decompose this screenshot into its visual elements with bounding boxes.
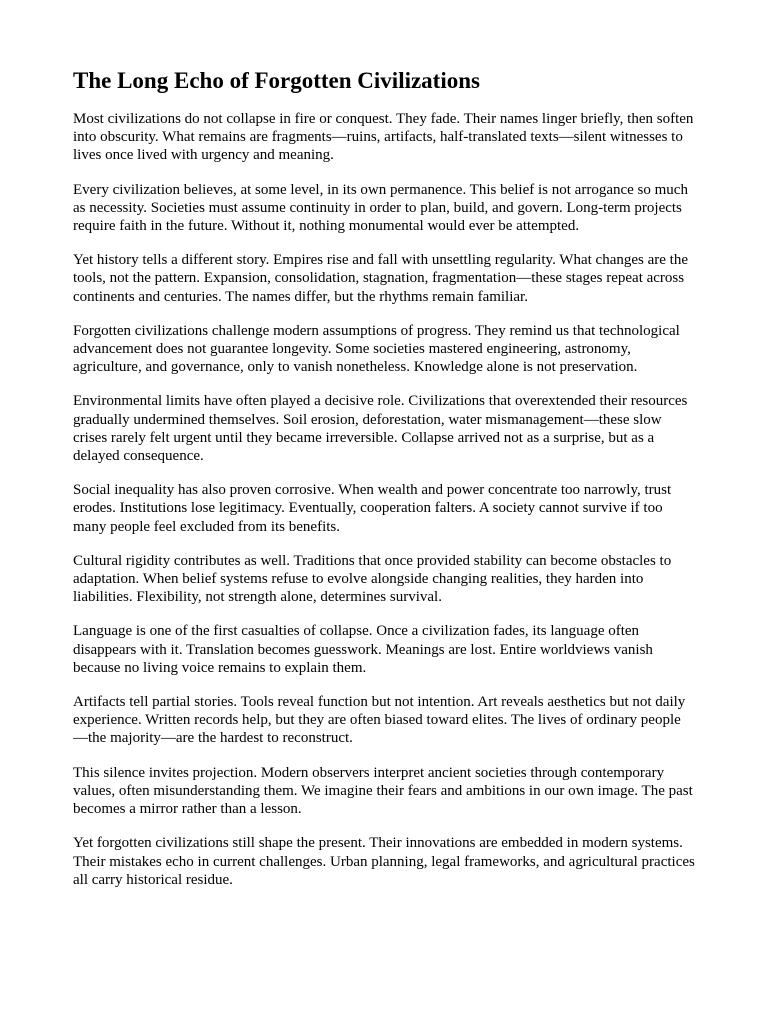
paragraph-6: Social inequality has also proven corrosive. When wealth and power concentrate too narrowly, trust erodes. Institutions lose legitimacy. Eventually, cooperation falters. A society cannot survive if too many people feel excluded from its benefits. xyxy=(73,482,672,535)
paragraph-3: Yet history tells a different story. Empires rise and fall with unsettling regularity. What changes are the tools, not the pattern. Expansion, consolidation, stagnation, fragmentation—these stages repeat across continents and centuries. The names differ, but the rhythms remain familiar. xyxy=(73,252,688,305)
paragraph-11: Yet forgotten civilizations still shape the present. Their innovations are embedded in modern systems. Their mistakes echo in current challenges. Urban planning, legal frameworks, and agricultural practices all carry historical residue. xyxy=(73,835,695,888)
paragraph-4: Forgotten civilizations challenge modern assumptions of progress. They remind us that technological advancement does not guarantee longevity. Some societies mastered engineering, astronomy, agriculture, and governance, only to vanish nonetheless. Knowledge alone is not preservation. xyxy=(73,322,680,376)
page-title: The Long Echo of Forgotten Civilizations xyxy=(73,68,480,93)
paragraph-1: Most civilizations do not collapse in fire or conquest. They fade. Their names linger briefly, then soften into obscurity. What remains are fragments—ruins, artifacts, half-translated texts—silent witnesses to lives once lived with urgency and meaning. xyxy=(73,111,694,164)
paragraph-5: Environmental limits have often played a decisive role. Civilizations that overextended their resources gradually undermined themselves. Soil erosion, deforestation, water mismanagement—these slow crises rarely felt urgent until they became irreversible. Collapse arrived not as a surprise, but as a delayed consequence. xyxy=(73,393,688,465)
paragraph-10: This silence invites projection. Modern observers interpret ancient societies through contemporary values, often misunderstanding them. We imagine their fears and ambitions in our own image. The past becomes a mirror rather than a lesson. xyxy=(73,764,693,818)
paragraph-7: Cultural rigidity contributes as well. Traditions that once provided stability can become obstacles to adaptation. When belief systems refuse to evolve alongside changing realities, they harden into liabilities. Flexibility, not strength alone, determines survival. xyxy=(73,552,672,606)
paragraph-2: Every civilization believes, at some level, in its own permanence. This belief is not arrogance so much as necessity. Societies must assume continuity in order to plan, build, and govern. Long-term projects require faith in the future. Without it, nothing monumental would ever be attempted. xyxy=(73,181,688,235)
document-page xyxy=(73,62,695,905)
paragraph-8: Language is one of the first casualties of collapse. Once a civilization fades, its language often disappears with it. Translation becomes guesswork. Meanings are lost. Entire worldviews vanish because no living voice remains to explain them. xyxy=(73,623,653,676)
paragraph-9: Artifacts tell partial stories. Tools reveal function but not intention. Art reveals aesthetics but not daily experience. Written records help, but they are often biased toward elites. The lives of ordinary people—the majority—are the hardest to reconstruct. xyxy=(73,694,686,747)
